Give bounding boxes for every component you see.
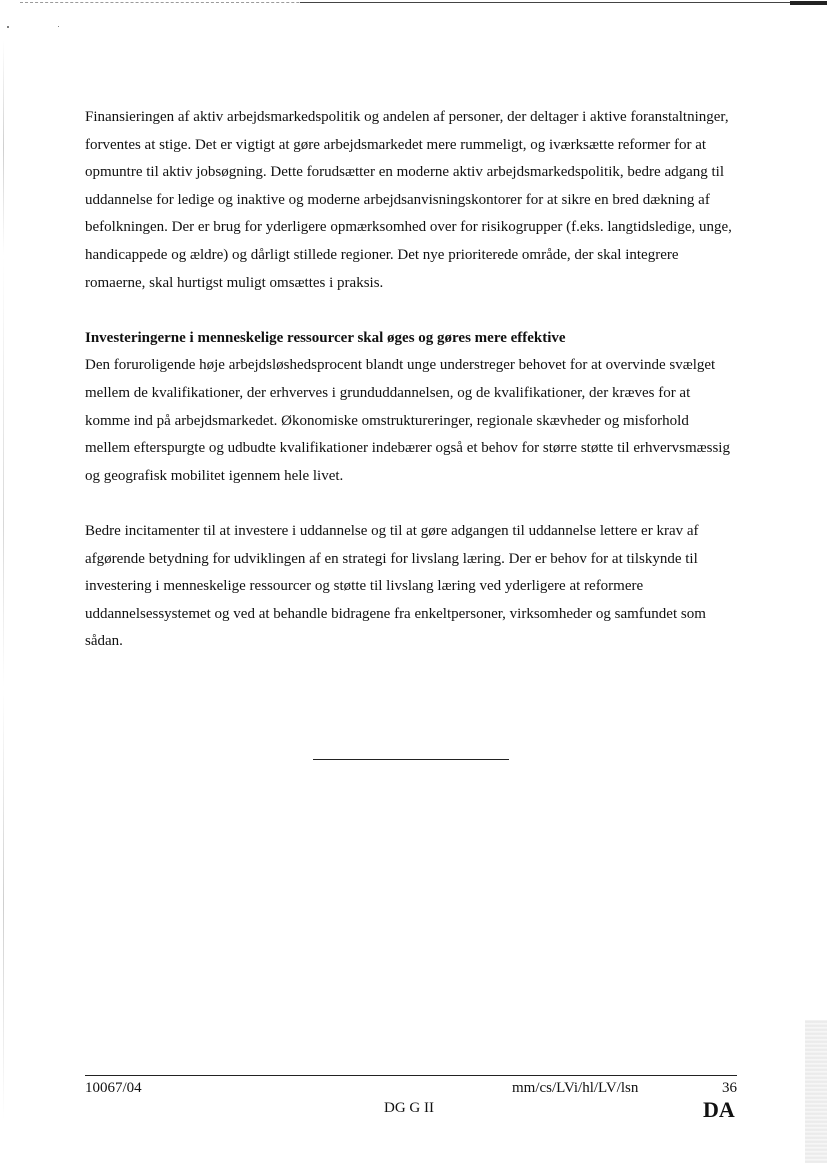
scan-solid-line [300, 2, 800, 3]
footer-language-code: DA [703, 1097, 735, 1122]
body-paragraph-2: Den foruroligende høje arbejdsløshedsprocent blandt unge understreger behovet for at overvinde svælget mellem de kvalifikationer, der erhverves i grunduddannelsen, og de kvalifikationer, der kræves for at komme ind på arbejdsmarkedet. Økonomiske omstruktureringer, regionale skævheder og misforhold mellem efterspurgte og udbudte kvalifikationer indebærer også et behov for større støtte til erhvervsmæssig og geografisk mobilitet igennem hele livet. [85, 357, 730, 484]
scan-top-edge [0, 0, 827, 6]
footer-reference: mm/cs/LVi/hl/LV/lsn [512, 1080, 639, 1096]
body-paragraph-3: Bedre incitamenter til at investere i uddannelse og til at gøre adgangen til uddannelse lettere er krav af afgørende betydning for udviklingen af en strategi for livslang læring. Der er behov for at tilskynde til investering i menneskelige ressourcer og støtte til livslang læring ved yderligere at reformere uddannelsessystemet og ved at behandle bidragene fra enkeltpersoner, virksomheder og samfundet som sådan. [85, 522, 706, 650]
scan-right-edge [805, 1020, 827, 1163]
footer-rule [85, 1075, 737, 1076]
body-paragraph-1: Finansieringen af aktiv arbejdsmarkedspolitik og andelen af personer, der deltager i aktive foranstaltninger, forventes at stige. Det er vigtigt at gøre arbejdsmarkedet mere rummeligt, og iværksætte reformer for at opmuntre til aktiv jobsøgning. Dette forudsætter en moderne aktiv arbejdsmarkedspolitik, bedre adgang til uddannelse for ledige og inaktive og moderne arbejdsanvisningskontorer for at sikre en bred dækning af befolkningen. Der er brug for yderligere opmærksomhed over for risikogrupper (f.eks. langtidsledige, unge, handicappede og ældre) og dårligt stillede regioner. Det nye prioriterede område, der skal integrere romaerne, skal hurtigst muligt omsættes i praksis. [85, 109, 732, 291]
scan-left-edge [3, 40, 4, 1120]
footer-page-number: 36 [722, 1080, 737, 1096]
footer-department: DG G II [384, 1100, 434, 1116]
footer-doc-number: 10067/04 [85, 1080, 142, 1096]
scan-speck [7, 26, 9, 28]
scan-speck [58, 26, 59, 27]
section-heading: Investeringerne i menneskelige ressourcer skal øges og gøres mere effektive [85, 329, 566, 346]
scan-thick-mark [790, 1, 827, 5]
end-of-text-rule [313, 759, 509, 760]
document-body [85, 104, 735, 656]
